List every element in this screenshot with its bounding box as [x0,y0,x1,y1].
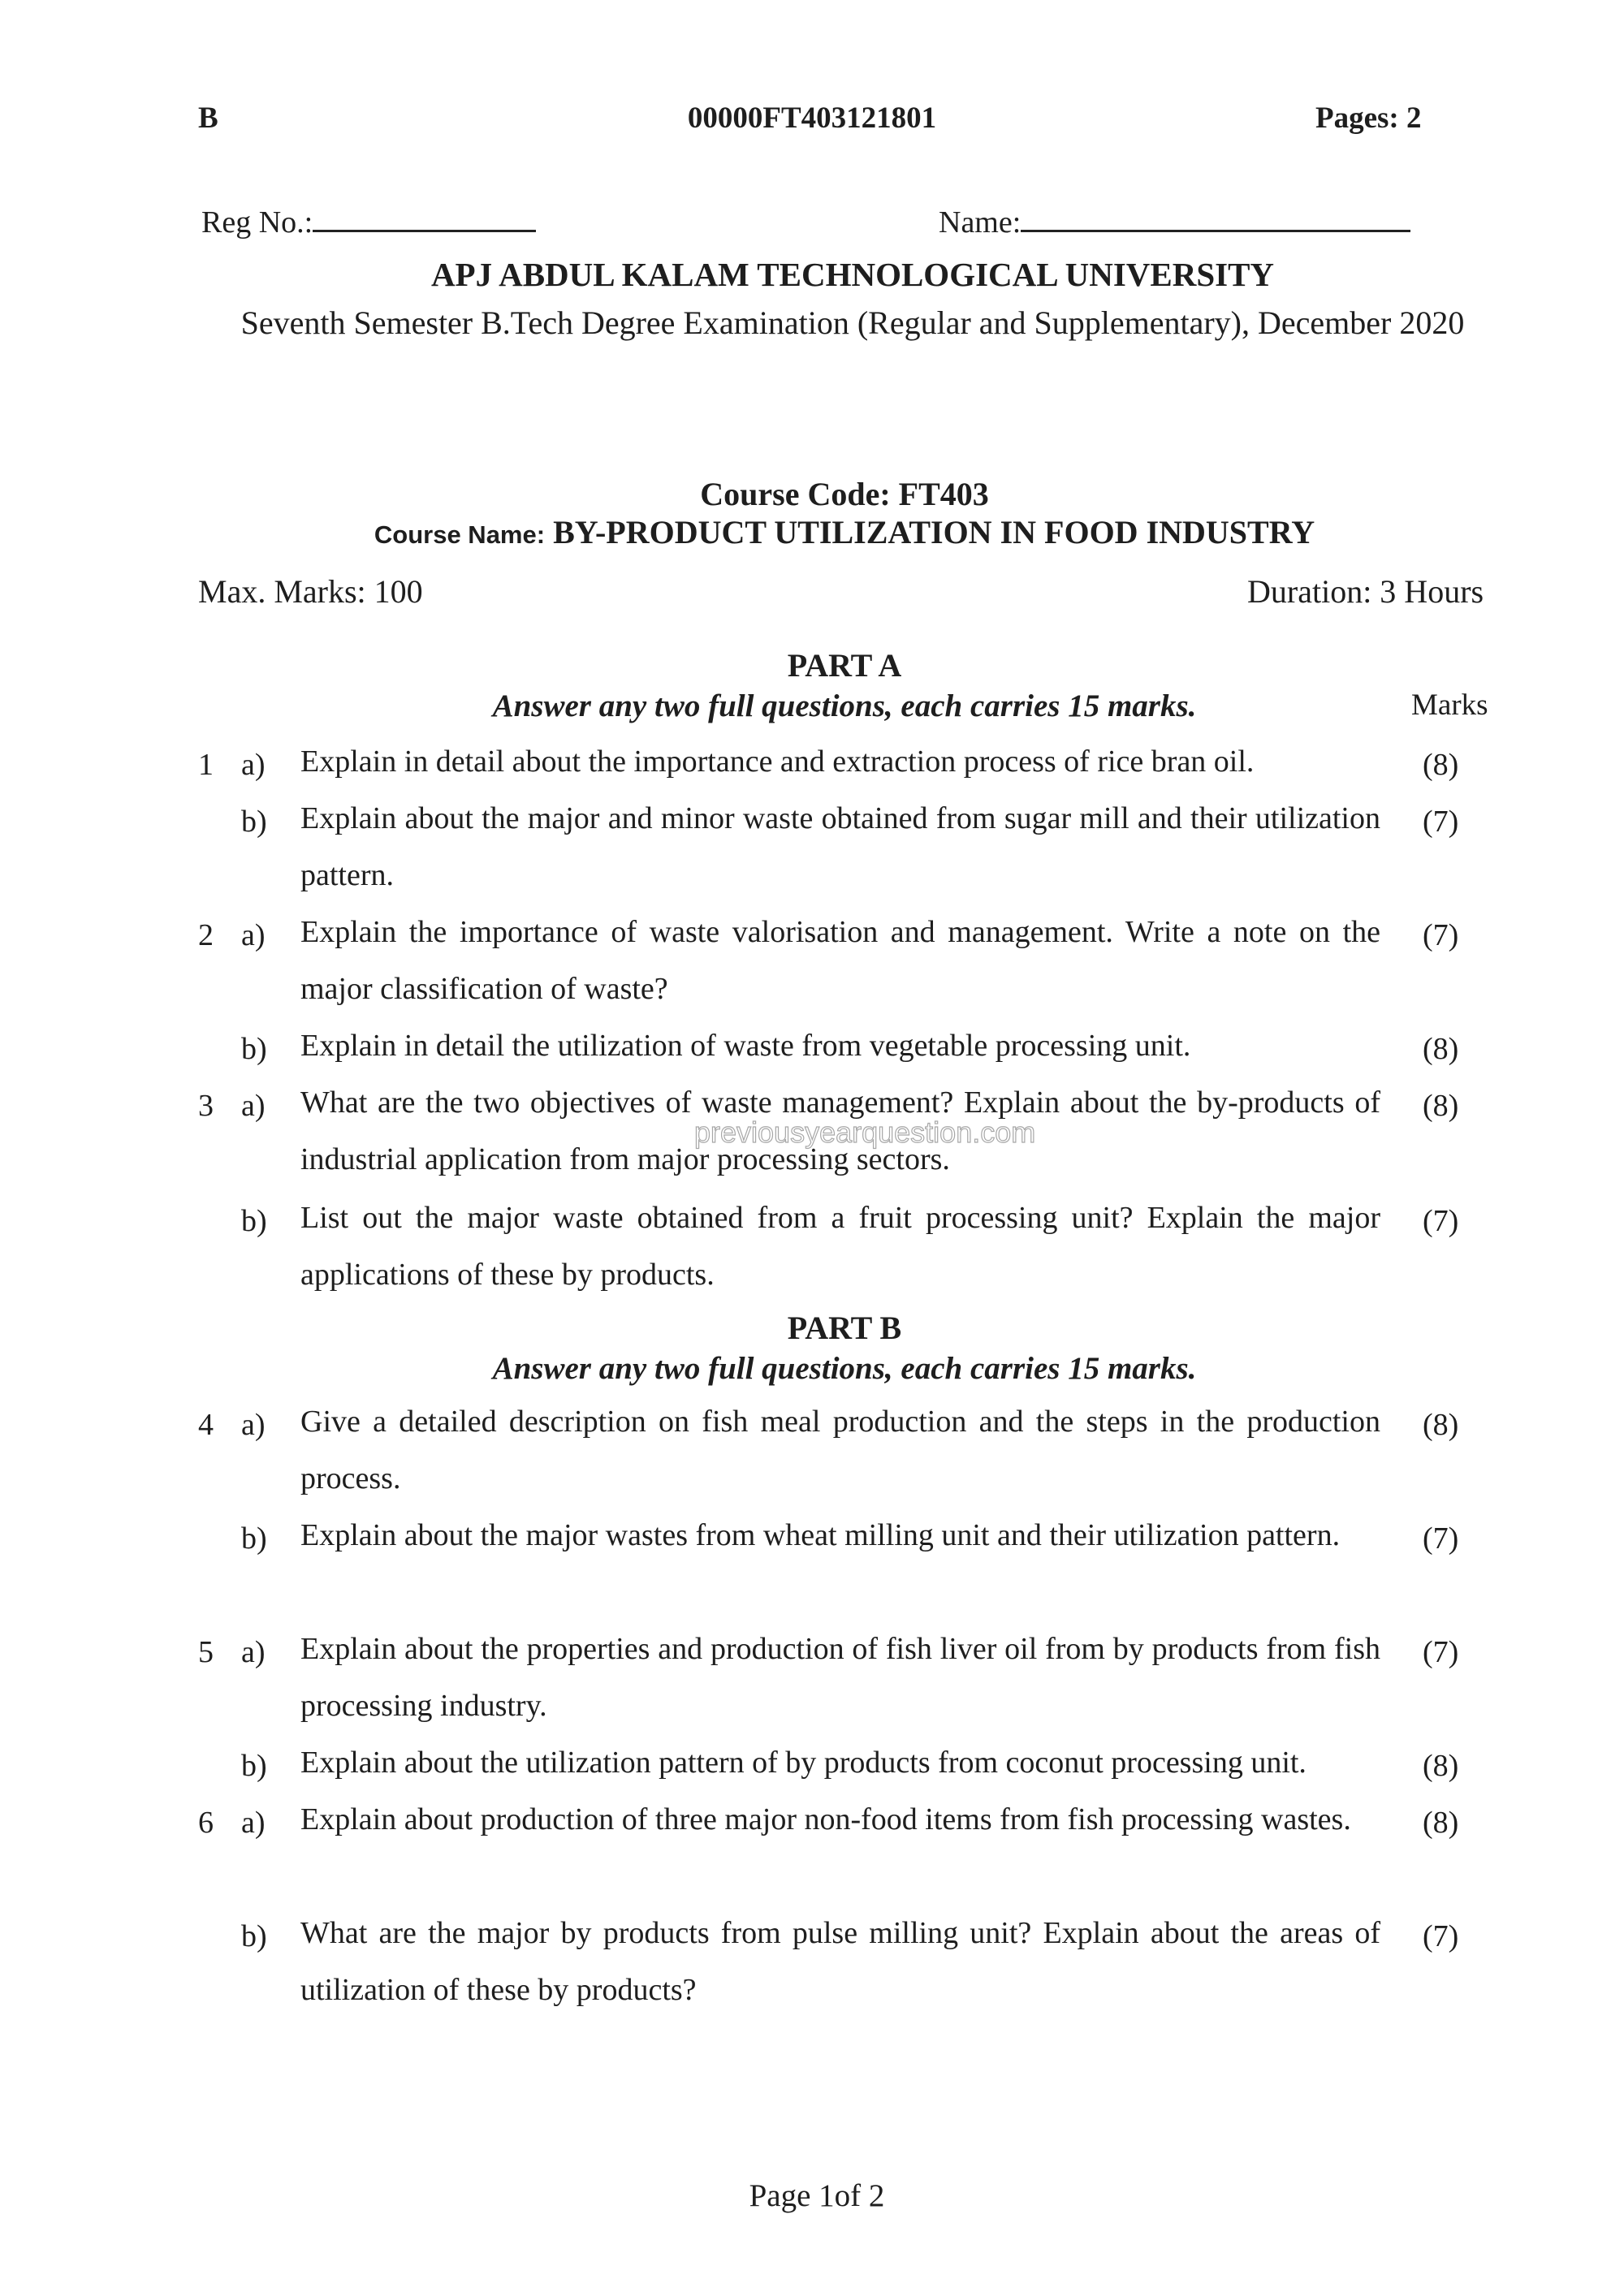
question-marks: (8) [1423,1806,1459,1840]
max-marks: Max. Marks: 100 [198,573,423,610]
question-sub: b) [241,1919,267,1953]
page-footer: Page 1of 2 [749,2178,885,2213]
reg-no-field[interactable] [201,205,536,240]
course-name [32,513,1624,551]
question-marks: (8) [1423,1032,1459,1066]
question-sub: a) [241,748,266,782]
question-text: Explain about the properties and production of fish liver oil from by products from fish processing industry. [300,1632,1380,1723]
name-blank [1021,229,1410,232]
question-text: What are the major by products from pulse milling unit? Explain about the areas of utilization of these by products? [300,1916,1380,2007]
question-text: Explain about the utilization pattern of by products from coconut processing unit. [300,1746,1307,1780]
question-marks: (7) [1423,1204,1459,1238]
question-sub: a) [241,918,266,952]
question-marks: (7) [1423,1919,1459,1953]
question-marks: (8) [1423,1749,1459,1783]
question-number: 3 [198,1089,214,1123]
question-sub: a) [241,1635,266,1669]
question-text: Explain about the major wastes from wheat milling unit and their utilization pattern. [300,1518,1341,1552]
course-code: Course Code: FT403 [700,476,989,512]
marks-column-header: Marks [1411,688,1488,722]
question-sub: b) [241,1204,267,1238]
question-number: 5 [198,1635,214,1669]
duration: Duration: 3 Hours [1247,573,1484,610]
question-marks: (8) [1423,748,1459,782]
series-label: B [198,101,218,135]
question-sub: b) [241,1032,267,1066]
question-text: Explain about production of three major non-food items from fish processing wastes. [300,1802,1351,1836]
question-marks: (8) [1423,1408,1459,1442]
part-b-instruction: Answer any two full questions, each carries 15 marks. [492,1351,1197,1386]
watermark: previousyearquestion.com [694,1116,1036,1149]
reg-no-label: Reg No.: [201,205,313,240]
course-name-value: BY-PRODUCT UTILIZATION IN FOOD INDUSTRY [553,514,1315,550]
question-text: Explain in detail about the importance and extraction process of rice bran oil. [300,744,1255,779]
question-number: 4 [198,1408,214,1442]
question-text: Explain about the major and minor waste obtained from sugar mill and their utilization pattern. [300,801,1380,892]
question-marks: (7) [1423,1635,1459,1669]
name-label: Name: [939,205,1021,240]
question-marks: (7) [1423,918,1459,952]
reg-no-blank [313,229,536,232]
question-text: Give a detailed description on fish meal production and the steps in the production process. [300,1405,1380,1495]
question-text: List out the major waste obtained from a fruit processing unit? Explain the major applications of these by products. [300,1201,1380,1292]
question-marks: (8) [1423,1089,1459,1123]
question-text: Explain in detail the utilization of waste from vegetable processing unit. [300,1029,1191,1063]
question-number: 2 [198,918,214,952]
page-count: Pages: 2 [1315,101,1422,135]
exam-title: Seventh Semester B.Tech Degree Examination (Regular and Supplementary), December 2020 [240,304,1465,341]
question-sub: a) [241,1806,266,1840]
part-a-instruction: Answer any two full questions, each carries 15 marks. [492,688,1197,723]
question-text: What are the two objectives of waste management? Explain about the by-products of industrial application from major processing sectors. [300,1085,1380,1176]
paper-code: 00000FT403121801 [687,101,937,135]
question-sub: b) [241,1749,267,1783]
question-number: 1 [198,748,214,782]
question-number: 6 [198,1806,214,1840]
question-sub: a) [241,1408,266,1442]
question-marks: (7) [1423,1521,1459,1556]
question-sub: a) [241,1089,266,1123]
question-sub: b) [241,1521,267,1556]
university-name: APJ ABDUL KALAM TECHNOLOGICAL UNIVERSITY [430,256,1275,293]
part-a-title: PART A [787,647,902,684]
part-b-title: PART B [787,1310,902,1346]
question-text: Explain the importance of waste valorisation and management. Write a note on the major classification of waste? [300,915,1380,1006]
course-name-label: Course Name: [374,520,546,549]
name-field[interactable] [939,205,1410,240]
question-sub: b) [241,805,267,839]
question-marks: (7) [1423,805,1459,839]
